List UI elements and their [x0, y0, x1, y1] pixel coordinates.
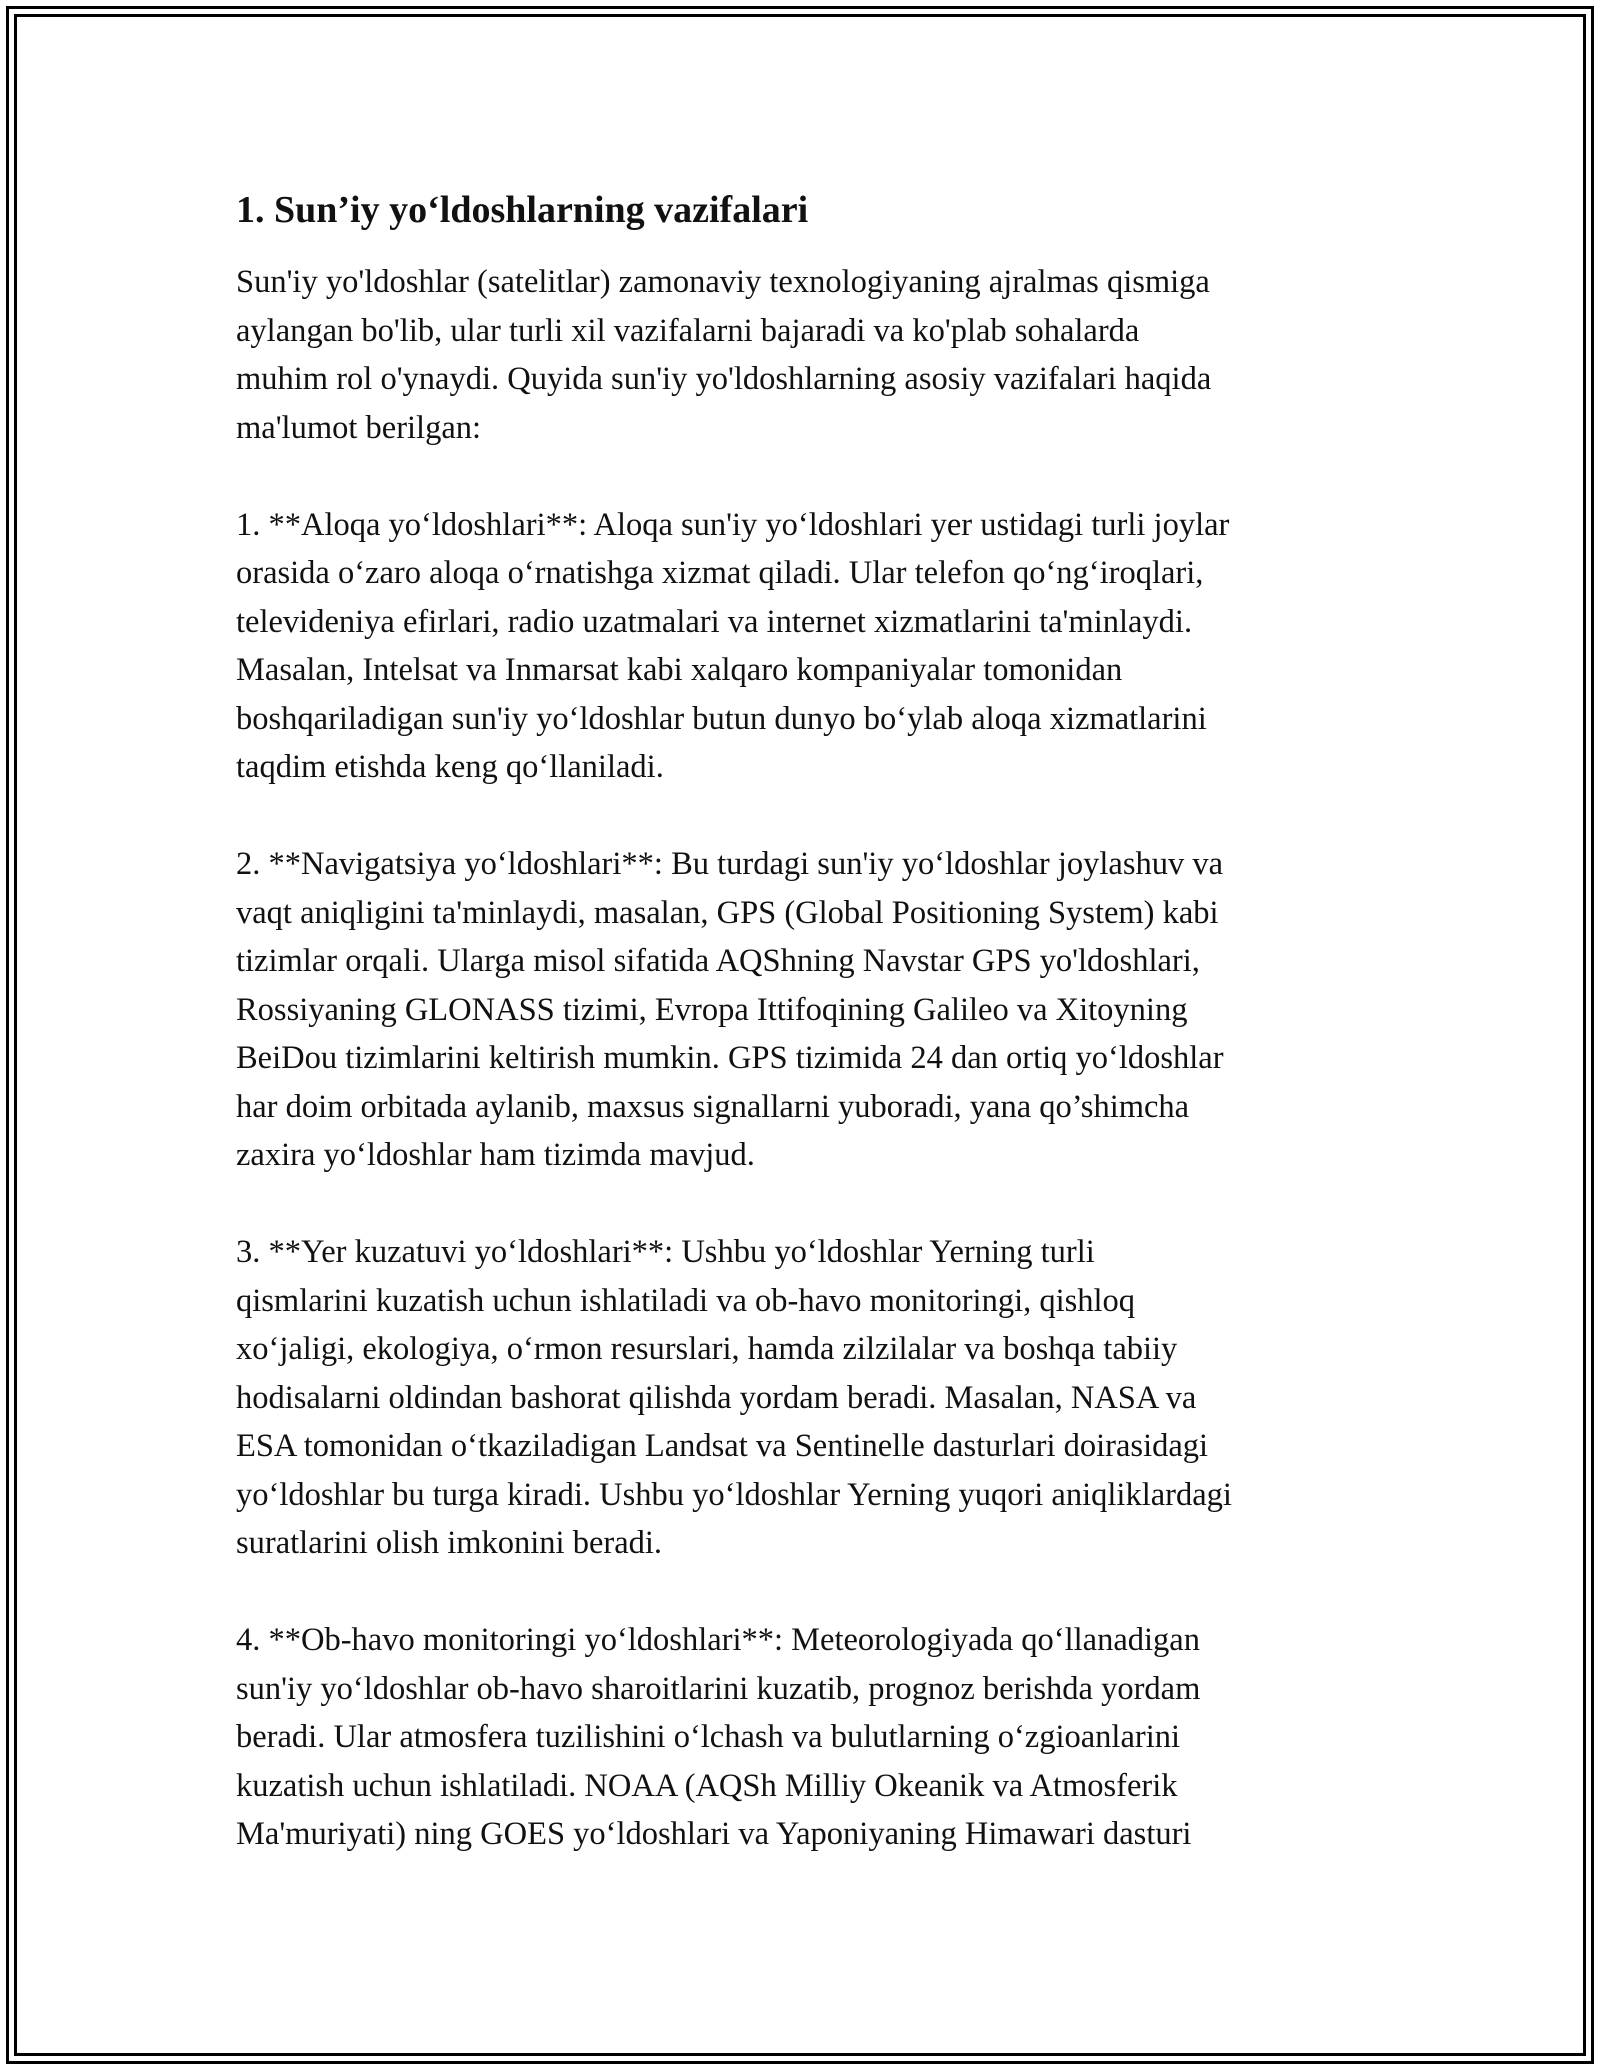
- text-line: boshqariladigan sun'iy yo‘ldoshlar butun dunyo bo‘ylab aloqa xizmatlarini: [236, 700, 1207, 737]
- paragraph-navigation-satellites: [236, 840, 1376, 1180]
- text-line: ESA tomonidan o‘tkaziladigan Landsat va Sentinelle dasturlari doirasidagi: [236, 1428, 1209, 1464]
- paragraph-intro: [236, 258, 1376, 452]
- text-line: taqdim etishda keng qo‘llaniladi.: [236, 749, 664, 785]
- text-line: zaxira yo‘ldoshlar ham tizimda mavjud.: [236, 1137, 755, 1173]
- text-line: tizimlar orqali. Ularga misol sifatida AQShning Navstar GPS yo'ldoshlari,: [236, 943, 1200, 979]
- text-line: 1. **Aloqa yo‘ldoshlari**: Aloqa sun'iy yo‘ldoshlari yer ustidagi turli joylar: [236, 506, 1230, 543]
- text-line: 4. **Ob-havo monitoringi yo‘ldoshlari**: Meteorologiyada qo‘llanadigan: [236, 1622, 1200, 1658]
- document-body: [236, 186, 1376, 1907]
- text-line: hodisalarni oldindan bashorat qilishda yordam beradi. Masalan, NASA va: [236, 1379, 1197, 1416]
- text-line: muhim rol o'ynaydi. Quyida sun'iy yo'ldoshlarning asosiy vazifalari haqida: [236, 361, 1212, 397]
- text-line: Ma'muriyati) ning GOES yo‘ldoshlari va Yaponiyaning Himawari dasturi: [236, 1816, 1192, 1852]
- paragraph-communication-satellites: [236, 501, 1376, 792]
- text-line: suratlarini olish imkonini beradi.: [236, 1525, 663, 1561]
- text-line: har doim orbitada aylanib, maxsus signallarni yuboradi, yana qo’shimcha: [236, 1088, 1190, 1125]
- paragraph-earth-observation-satellites: [236, 1228, 1376, 1568]
- text-line: BeiDou tizimlarini keltirish mumkin. GPS tizimida 24 dan ortiq yo‘ldoshlar: [236, 1040, 1224, 1076]
- text-line: sun'iy yo‘ldoshlar ob-havo sharoitlarini kuzatib, prognoz berishda yordam: [236, 1670, 1201, 1707]
- text-line: yo‘ldoshlar bu turga kiradi. Ushbu yo‘ldoshlar Yerning yuqori aniqliklardagi: [236, 1476, 1232, 1513]
- text-line: orasida o‘zaro aloqa o‘rnatishga xizmat qiladi. Ular telefon qo‘ng‘iroqlari,: [236, 555, 1204, 591]
- text-line: aylangan bo'lib, ular turli xil vazifalarni bajaradi va ko'plab sohalarda: [236, 312, 1140, 349]
- text-line: 3. **Yer kuzatuvi yo‘ldoshlari**: Ushbu yo‘ldoshlar Yerning turli: [236, 1234, 1095, 1270]
- text-line: Sun'iy yo'ldoshlar (satelitlar) zamonaviy texnologiyaning ajralmas qismiga: [236, 264, 1210, 300]
- text-line: xo‘jaligi, ekologiya, o‘rmon resurslari, hamda zilzilalar va boshqa tabiiy: [236, 1331, 1178, 1367]
- text-line: Masalan, Intelsat va Inmarsat kabi xalqaro kompaniyalar tomonidan: [236, 652, 1123, 688]
- text-line: ma'lumot berilgan:: [236, 409, 482, 446]
- text-line: 2. **Navigatsiya yo‘ldoshlari**: Bu turdagi sun'iy yo‘ldoshlar joylashuv va: [236, 846, 1224, 882]
- text-line: Rossiyaning GLONASS tizimi, Evropa Ittifoqining Galileo va Xitoyning: [236, 991, 1188, 1028]
- text-line: beradi. Ular atmosfera tuzilishini o‘lchash va bulutlarning o‘zgioanlarini: [236, 1719, 1181, 1755]
- text-line: vaqt aniqligini ta'minlaydi, masalan, GPS (Global Positioning System) kabi: [236, 894, 1219, 931]
- text-line: kuzatish uchun ishlatiladi. NOAA (AQSh Milliy Okeanik va Atmosferik: [236, 1767, 1178, 1804]
- paragraph-weather-satellites: [236, 1616, 1376, 1859]
- text-line: qismlarini kuzatish uchun ishlatiladi va ob-havo monitoringi, qishloq: [236, 1282, 1136, 1319]
- text-line: televideniya efirlari, radio uzatmalari va internet xizmatlarini ta'minlaydi.: [236, 603, 1193, 640]
- section-heading: 1. Sun’iy yo‘ldoshlarning vazifalari: [236, 189, 809, 231]
